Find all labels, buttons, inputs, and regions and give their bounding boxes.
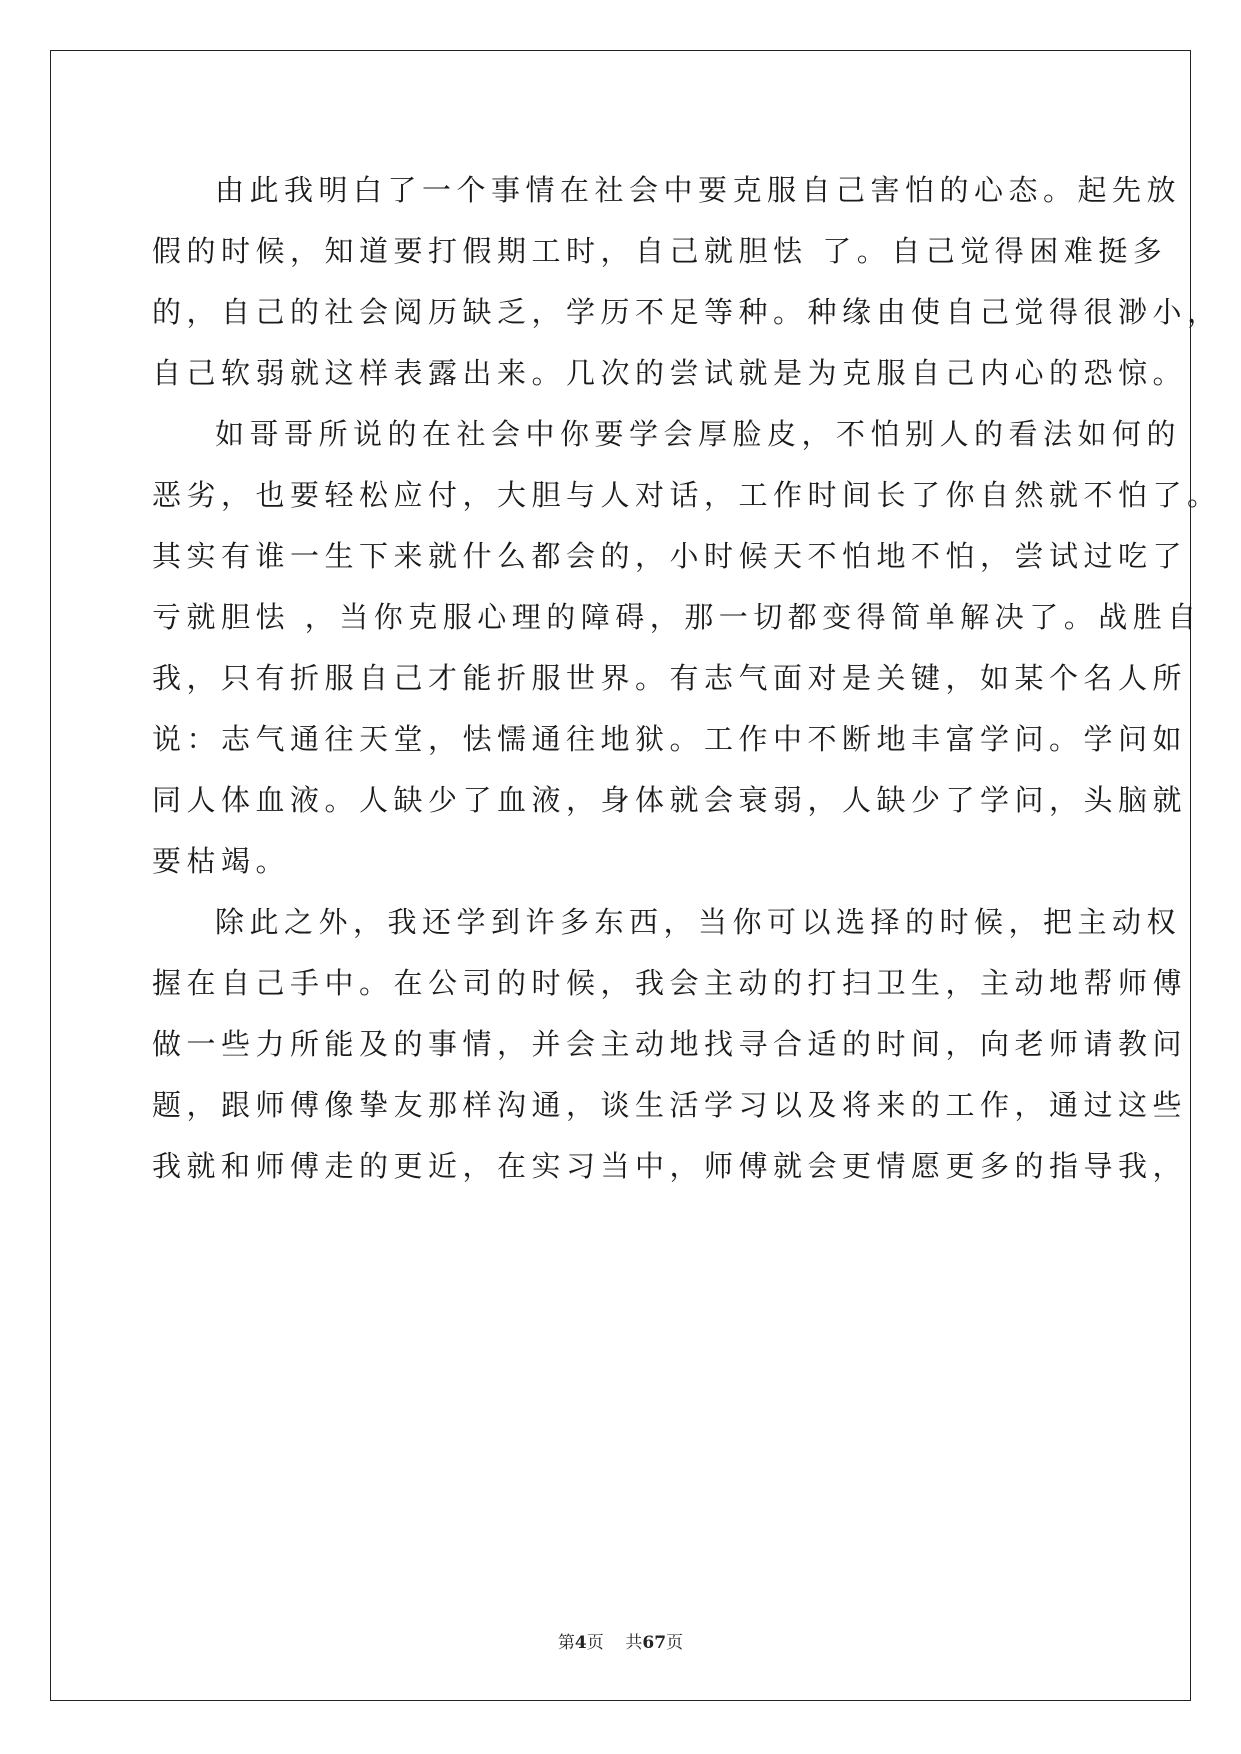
footer-page-number: 4	[574, 1633, 587, 1653]
paragraph-1-line-4: 自己软弱就这样表露出来。几次的尝试就是为克服自己内心的恐惊。	[152, 356, 1188, 390]
document-body	[152, 160, 1222, 1197]
paragraph-1-line-3: 的，自己的社会阅历缺乏，学历不足等种。种缘由使自己觉得很渺小，	[152, 295, 1222, 329]
paragraph-3-line-1: 除此之外，我还学到许多东西，当你可以选择的时候，把主动权	[215, 905, 1182, 939]
paragraph-2-line-8: 要枯竭。	[152, 844, 291, 878]
paragraph-3-line-5: 我就和师傅走的更近，在实习当中，师傅就会更情愿更多的指导我，	[152, 1149, 1188, 1183]
paragraph-2-line-6: 说：志气通往天堂，怯懦通往地狱。工作中不断地丰富学问。学问如	[152, 722, 1188, 756]
paragraph-3-line-4: 题，跟师傅像挚友那样沟通，谈生活学习以及将来的工作，通过这些	[152, 1088, 1188, 1122]
paragraph-2-line-3: 其实有谁一生下来就什么都会的，小时候天不怕地不怕，尝试过吃了	[152, 539, 1188, 573]
paragraph-2-line-5: 我，只有折服自己才能折服世界。有志气面对是关键，如某个名人所	[152, 661, 1188, 695]
paragraph-2-line-7: 同人体血液。人缺少了血液，身体就会衰弱，人缺少了学问，头脑就	[152, 783, 1188, 817]
paragraph-1-line-2: 假的时候，知道要打假期工时，自己就胆怯 了。自己觉得困难挺多	[152, 234, 1168, 268]
page-footer	[0, 1628, 1241, 1653]
paragraph-2-line-1: 如哥哥所说的在社会中你要学会厚脸皮，不怕别人的看法如何的	[215, 417, 1182, 451]
paragraph-3-line-3: 做一些力所能及的事情，并会主动地找寻合适的时间，向老师请教问	[152, 1027, 1188, 1061]
paragraph-2-line-2: 恶劣，也要轻松应付，大胆与人对话，工作时间长了你自然就不怕了。	[152, 478, 1222, 512]
paragraph-2-line-4: 亏就胆怯 ，当你克服心理的障碍，那一切都变得简单解决了。战胜自	[152, 600, 1202, 634]
footer-total-pages: 67	[642, 1633, 667, 1653]
footer-total-suffix: 页	[666, 1633, 684, 1653]
footer-total-prefix: 共	[625, 1633, 643, 1653]
paragraph-1-line-1: 由此我明白了一个事情在社会中要克服自己害怕的心态。起先放	[215, 173, 1182, 207]
paragraph-3-line-2: 握在自己手中。在公司的时候，我会主动的打扫卫生，主动地帮师傅	[152, 966, 1188, 1000]
footer-page-suffix: 页	[586, 1633, 604, 1653]
footer-prefix: 第	[557, 1633, 575, 1653]
